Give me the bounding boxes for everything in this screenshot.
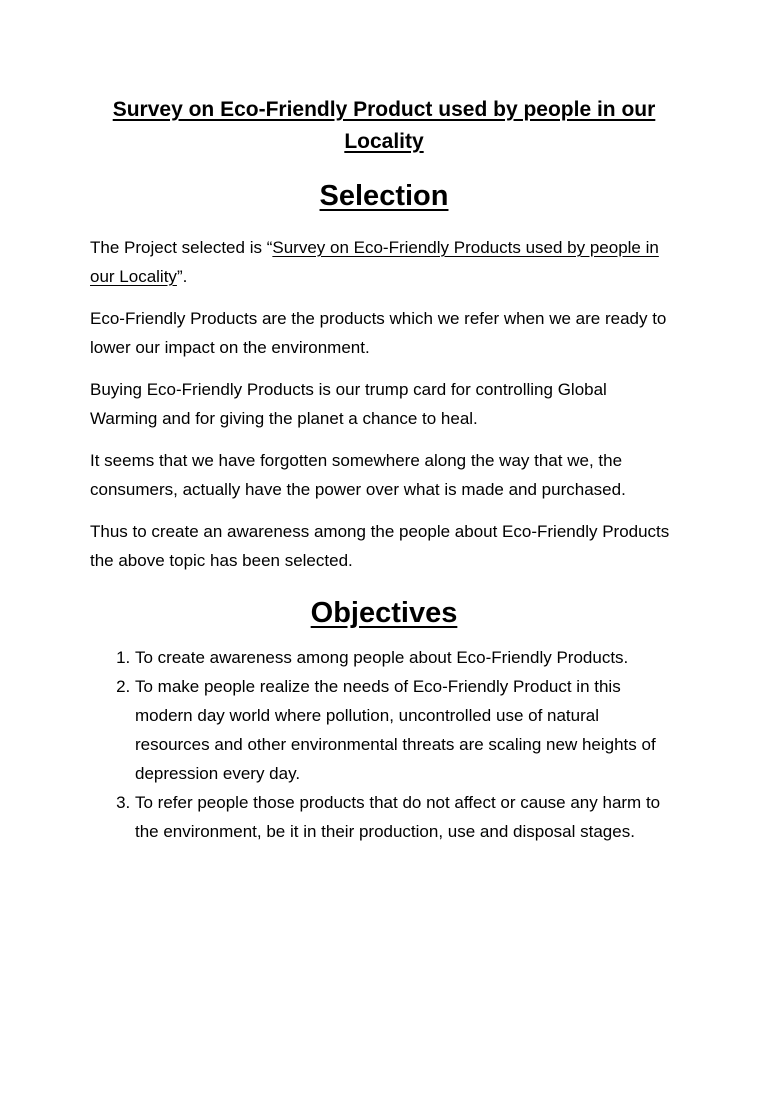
objective-item-1: 1. To create awareness among people about Eco-Friendly Products. xyxy=(135,643,678,672)
document-title: Survey on Eco-Friendly Product used by people in our Locality xyxy=(112,98,656,153)
project-title-underlined: Survey on Eco-Friendly Products used by people in our Locality xyxy=(90,238,659,286)
selection-paragraph-2: Buying Eco-Friendly Products is our trump card for controlling Global Warming and for giving the planet a chance to heal. xyxy=(90,380,607,428)
document-page xyxy=(0,94,768,1118)
objective-item-2: 2. To make people realize the needs of Eco-Friendly Product in this modern day world where pollution, uncontrolled use of natural resources and other environmental threats are scaling new heights of depression every day. xyxy=(135,672,678,788)
objective-item-3: 3. To refer people those products that do not affect or cause any harm to the environment, be it in their production, use and disposal stages. xyxy=(135,788,678,846)
selection-heading: Selection xyxy=(319,180,449,212)
selection-paragraph-3: It seems that we have forgotten somewhere along the way that we, the consumers, actually have the power over what is made and purchased. xyxy=(90,451,626,499)
intro-prefix: The Project selected is “ xyxy=(90,238,273,257)
selection-paragraph-4: Thus to create an awareness among the people about Eco-Friendly Products the above topic has been selected. xyxy=(90,522,670,570)
objectives-heading: Objectives xyxy=(310,597,458,629)
selection-paragraph-1: Eco-Friendly Products are the products which we refer when we are ready to lower our impact on the environment. xyxy=(90,309,667,357)
selection-intro-paragraph xyxy=(90,233,678,291)
objectives-list xyxy=(90,643,678,846)
intro-suffix: ”. xyxy=(176,267,188,286)
